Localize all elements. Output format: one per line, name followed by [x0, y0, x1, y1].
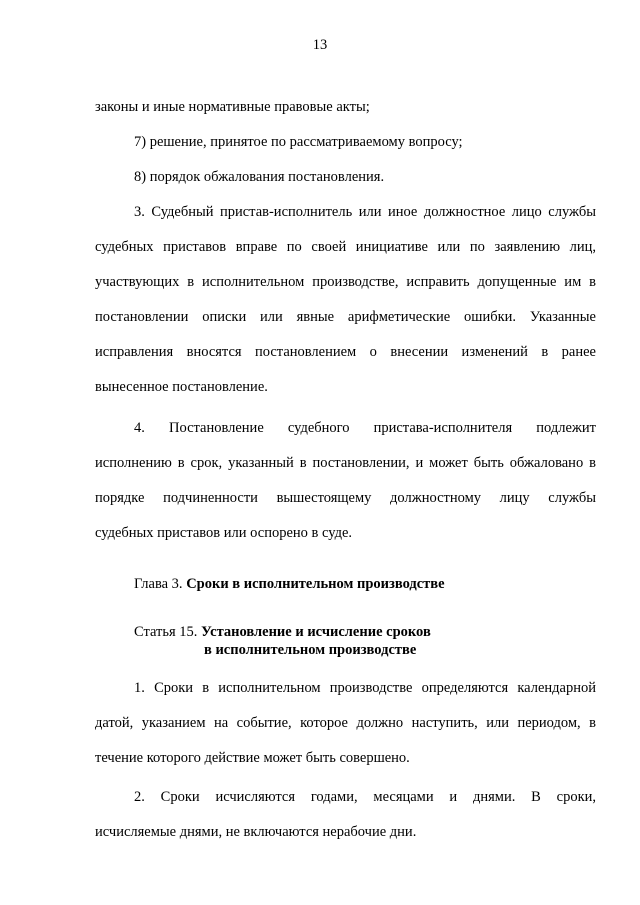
- paragraph-line: 2. Сроки исчисляются годами, месяцами и днями. В сроки,: [134, 789, 596, 805]
- paragraph-line: вынесенное постановление.: [95, 379, 268, 395]
- paragraph-line: исправления вносятся постановлением о внесении изменений в ранее: [95, 344, 596, 360]
- article-title-line-2: в исполнительном производстве: [204, 642, 417, 658]
- list-item-8: 8) порядок обжалования постановления.: [134, 169, 385, 185]
- chapter-prefix: Глава 3.: [134, 576, 183, 592]
- page-number: 13: [312, 37, 328, 53]
- paragraph-line: исполнению в срок, указанный в постановлении, и может быть обжаловано в: [95, 455, 596, 471]
- paragraph-line: участвующих в исполнительном производстве, исправить допущенные им в: [95, 274, 596, 290]
- paragraph-line: судебных приставов вправе по своей инициативе или по заявлению лиц,: [95, 239, 596, 255]
- paragraph-line: исчисляемые днями, не включаются нерабочие дни.: [95, 824, 417, 840]
- paragraph-line: порядке подчиненности вышестоящему должностному лицу службы: [95, 490, 596, 506]
- continuation-line: законы и иные нормативные правовые акты;: [95, 99, 370, 115]
- paragraph-line: 3. Судебный пристав-исполнитель или иное должностное лицо службы: [134, 204, 596, 220]
- paragraph-line: течение которого действие может быть совершено.: [95, 750, 410, 766]
- paragraph-line: 1. Сроки в исполнительном производстве определяются календарной: [134, 680, 596, 696]
- article-heading-line: [204, 642, 416, 659]
- paragraph-line: постановлении описки или явные арифметические ошибки. Указанные: [95, 309, 596, 325]
- article-heading-line: [134, 624, 431, 641]
- paragraph-line: датой, указанием на событие, которое должно наступить, или периодом, в: [95, 715, 596, 731]
- article-title-line-1: Установление и исчисление сроков: [201, 624, 431, 640]
- paragraph-line: судебных приставов или оспорено в суде.: [95, 525, 353, 541]
- chapter-title: Сроки в исполнительном производстве: [186, 576, 445, 592]
- list-item-7: 7) решение, принятое по рассматриваемому вопросу;: [134, 134, 463, 150]
- paragraph-line: 4. Постановление судебного пристава-исполнителя подлежит: [134, 420, 596, 436]
- chapter-heading: [134, 576, 445, 593]
- article-prefix: Статья 15.: [134, 624, 198, 640]
